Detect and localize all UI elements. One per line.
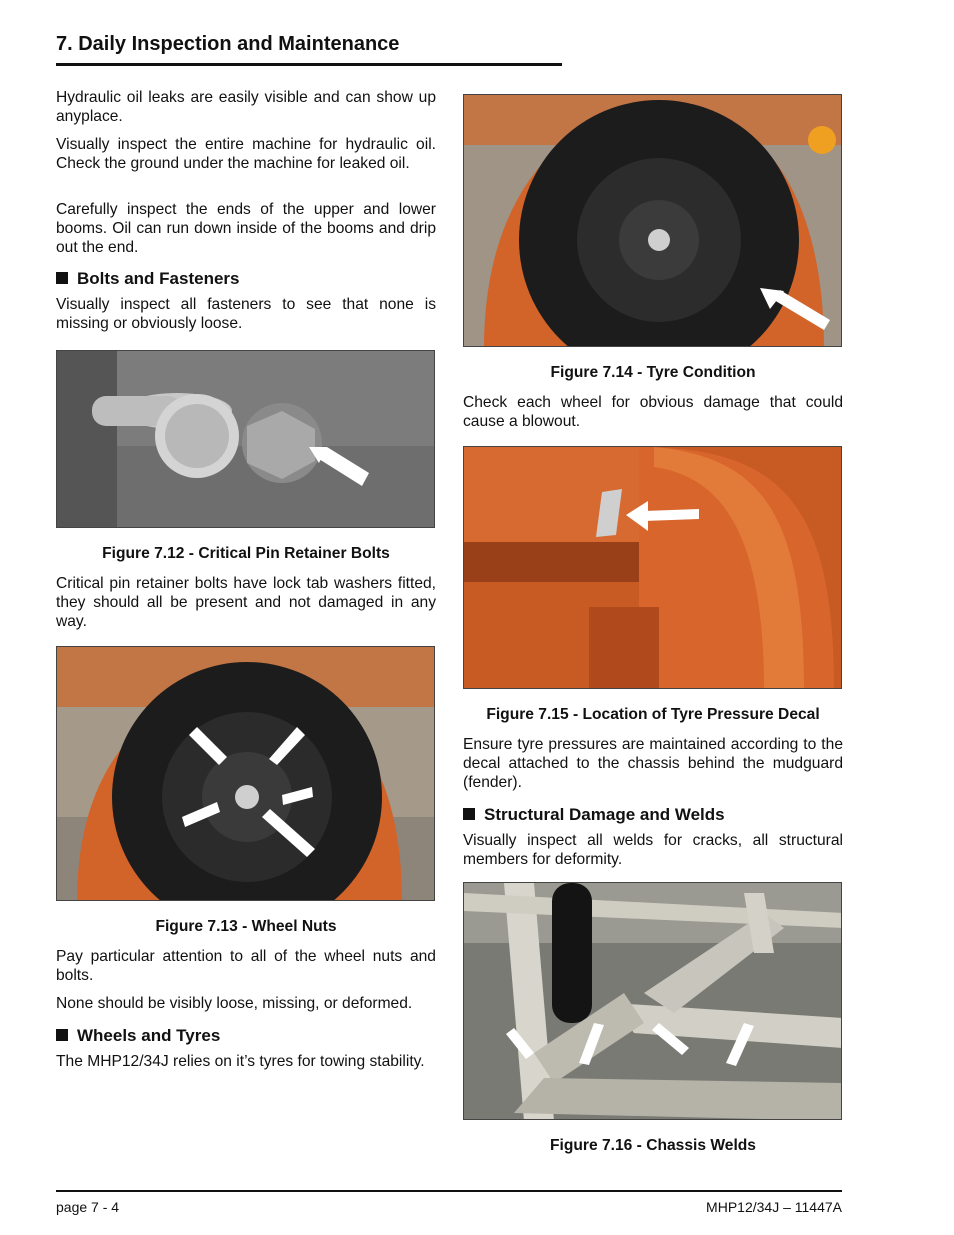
paragraph-lock-tab: Critical pin retainer bolts have lock tab washers fitted, they should all be present and not damaged in any way.: [56, 575, 436, 630]
paragraph-oil-leaks: Hydraulic oil leaks are easily visible and can show up anyplace.: [56, 89, 436, 125]
figure-chassis-welds: [463, 882, 842, 1120]
caption-figure-7-12: Figure 7.12 - Critical Pin Retainer Bolts: [102, 545, 390, 562]
bullet-square-icon: [463, 808, 475, 820]
paragraph-blowout: Check each wheel for obvious damage that could cause a blowout.: [463, 394, 843, 430]
section-heading-structural: Structural Damage and Welds: [463, 805, 843, 825]
figure-tyre-condition: [463, 94, 842, 347]
caption-figure-7-13: Figure 7.13 - Wheel Nuts: [155, 918, 337, 935]
tyre-pressure-decal-photo: [464, 447, 842, 689]
page-title: 7. Daily Inspection and Maintenance: [56, 33, 400, 55]
paragraph-booms: Carefully inspect the ends of the upper and lower booms. Oil can run down inside of the booms and drip out the end.: [56, 201, 436, 256]
chassis-welds-photo: [464, 883, 842, 1120]
section-heading-wheels: Wheels and Tyres: [56, 1026, 436, 1046]
left-column: [56, 88, 436, 1080]
paragraph-tyres-stability: The MHP12/34J relies on it’s tyres for towing stability.: [56, 1053, 425, 1070]
caption-figure-7-15: Figure 7.15 - Location of Tyre Pressure Decal: [486, 706, 820, 723]
paragraph-welds: Visually inspect all welds for cracks, all structural members for deformity.: [463, 832, 843, 868]
document-id: MHP12/34J – 11447A: [706, 1199, 842, 1215]
page-number: page 7 - 4: [56, 1199, 120, 1215]
footer-rule: [56, 1190, 842, 1192]
bullet-square-icon: [56, 272, 68, 284]
figure-pin-retainer-bolts: [56, 350, 435, 528]
tyre-condition-photo: [464, 95, 842, 347]
figure-tyre-pressure-decal: [463, 446, 842, 689]
paragraph-fasteners: Visually inspect all fasteners to see that none is missing or obviously loose.: [56, 296, 436, 332]
figure-wheel-nuts: [56, 646, 435, 901]
right-column: [463, 94, 843, 1166]
section-heading-bolts: Bolts and Fasteners: [56, 269, 436, 289]
paragraph-not-loose: None should be visibly loose, missing, or deformed.: [56, 995, 413, 1012]
caption-figure-7-16: Figure 7.16 - Chassis Welds: [550, 1137, 756, 1154]
title-rule: [56, 63, 562, 66]
wheel-nuts-photo: [57, 647, 435, 901]
paragraph-inspect-oil: Visually inspect the entire machine for hydraulic oil. Check the ground under the machine for leaked oil.: [56, 136, 436, 172]
pin-bolt-photo: [57, 351, 435, 528]
paragraph-tyre-pressures: Ensure tyre pressures are maintained according to the decal attached to the chassis behind the mudguard (fender).: [463, 736, 843, 791]
bullet-square-icon: [56, 1029, 68, 1041]
caption-figure-7-14: Figure 7.14 - Tyre Condition: [550, 364, 756, 381]
paragraph-wheel-nuts: Pay particular attention to all of the wheel nuts and bolts.: [56, 948, 436, 984]
